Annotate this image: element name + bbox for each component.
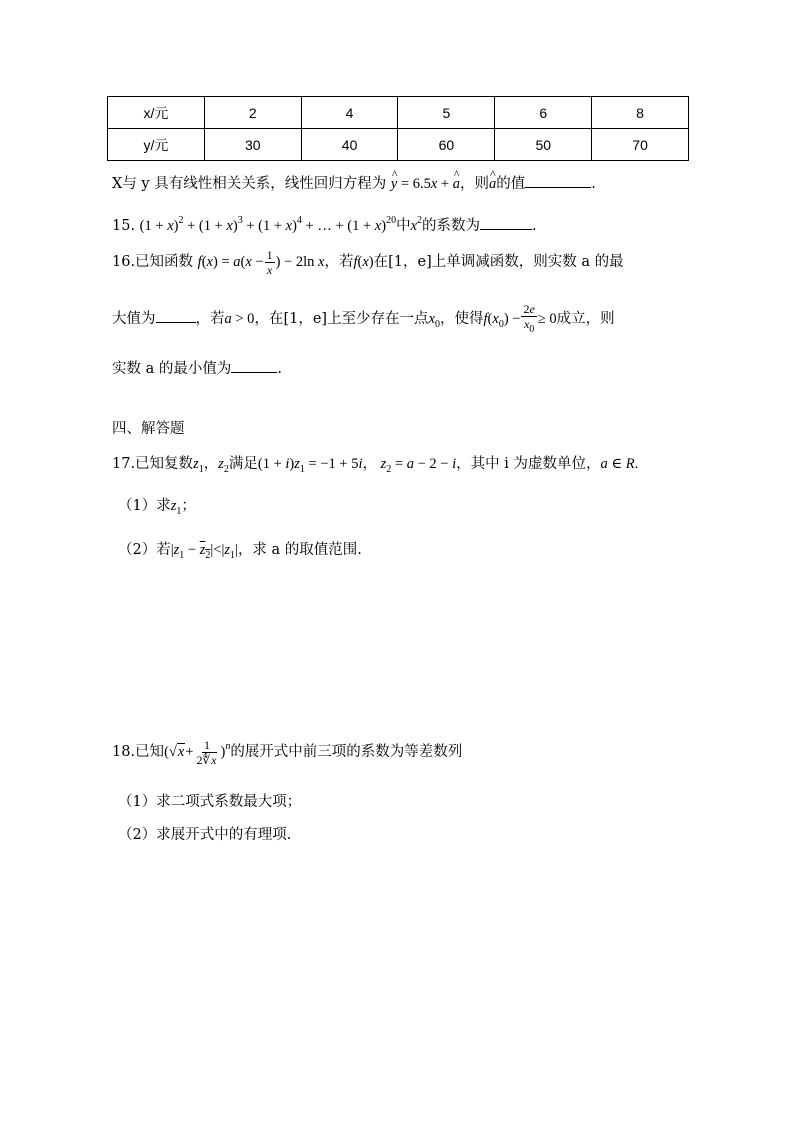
q16-condition: a > 0 xyxy=(224,310,255,327)
q18-binomial: (√x+ $\frac{1}{2∜x}$ )$^n$ xyxy=(164,738,231,767)
q14-line xyxy=(112,172,596,193)
q16-function: f(x) = a(x − $\frac{1}{x}$ ) − 2ln x xyxy=(197,248,325,277)
q15-series: $(1 + x)^2 + (1 + x)^3 + (1 + x)^4$ + … + $(1 + x)^{20}$ xyxy=(139,215,397,234)
answer-blank xyxy=(480,228,532,230)
q16-period: . xyxy=(277,361,282,377)
q16-text: ，在 xyxy=(254,310,284,327)
q16-text: ，若 xyxy=(324,253,354,270)
q18-text: 18.已知 xyxy=(112,743,165,760)
answer-blank xyxy=(231,371,277,373)
table-row xyxy=(108,97,689,129)
q18-text: 的展开式中前三项的系数为等差数列 xyxy=(230,743,463,760)
q16-text: 上单调减函数，则实数 a 的最 xyxy=(431,253,624,270)
table-cell: 60 xyxy=(398,129,495,161)
table-cell: 30 xyxy=(204,129,301,161)
q17-text: （1）求 xyxy=(118,498,171,514)
table-cell: 70 xyxy=(592,129,689,161)
q15-text: 的系数为 xyxy=(422,218,480,234)
q17-text: 满足 xyxy=(228,456,258,472)
q16-interval: [1，e] xyxy=(283,310,328,327)
q17-domain: a ∈ R. xyxy=(600,456,639,472)
q16-text: 上至少存在一点 xyxy=(327,310,429,327)
q16-text: ，若 xyxy=(195,310,225,327)
table-cell: 4 xyxy=(301,97,398,129)
q15-middle: 中 xyxy=(396,218,411,234)
q14-equation: ^ y = 6.5x + ^ a xyxy=(391,176,460,192)
q15-number: 15. xyxy=(112,218,136,234)
q16-x0: $x_0$ xyxy=(428,310,440,330)
q16-text: ，使得 xyxy=(440,310,484,327)
q17-equations: $(1 + i)z_1 = -1 + 5i$， $z_2 = a - 2 - i$ xyxy=(257,456,457,475)
q15-period: . xyxy=(532,218,537,234)
q17-text: ，其中 i 为虚数单位， xyxy=(456,456,601,472)
q16-text: 大值为 xyxy=(112,310,156,327)
q16-fx: f(x) xyxy=(353,253,374,270)
q17-z1: $z_1$ xyxy=(170,498,182,517)
table-cell: 5 xyxy=(398,97,495,129)
q16-text: 16.已知函数 xyxy=(112,253,194,270)
q17-text: ； xyxy=(181,498,196,514)
q18-line xyxy=(112,738,462,767)
q14-text-b: ，则 xyxy=(459,176,489,192)
q16-line-2 xyxy=(112,302,615,337)
q14-period: . xyxy=(591,176,596,192)
q17-text: ，求 a 的取值范围. xyxy=(237,542,362,558)
table-header-y: y/元 xyxy=(108,129,205,161)
table-cell: 6 xyxy=(495,97,592,129)
section-heading: 四、解答题 xyxy=(112,421,185,437)
table-cell: 50 xyxy=(495,129,592,161)
q17-part-1 xyxy=(118,494,196,517)
table-cell: 8 xyxy=(592,97,689,129)
q16-line-3 xyxy=(112,357,282,378)
answer-blank xyxy=(525,186,591,188)
q16-text: 在 xyxy=(373,253,389,270)
q15-line xyxy=(112,214,537,235)
q17-inequality: $|z_1 - z_2|<|z_1|$ xyxy=(170,542,238,561)
q17-vars: $z_1$，$z_2$ xyxy=(193,456,229,475)
table-row xyxy=(108,129,689,161)
q16-text: 成立，则 xyxy=(556,310,615,327)
q17-text: （2）若 xyxy=(118,542,171,558)
q16-inequality: $f(x_0)$ − $\frac{2e}{x_0}$ ≥ 0 xyxy=(483,302,557,335)
q16-text: 实数 a 的最小值为 xyxy=(112,361,232,377)
table-cell: 2 xyxy=(204,97,301,129)
data-table xyxy=(107,96,689,161)
q17-line xyxy=(112,452,638,475)
q16-line-1 xyxy=(112,248,624,277)
table-cell: 40 xyxy=(301,129,398,161)
q17-text: 17.已知复数 xyxy=(112,456,194,472)
q17-part-2 xyxy=(118,538,362,561)
q14-text-c: 的值 xyxy=(496,176,526,192)
q16-interval: [1，e] xyxy=(388,253,432,270)
q18-part-2: （2）求展开式中的有理项. xyxy=(118,827,292,843)
answer-blank xyxy=(156,321,196,323)
q18-part-1: （1）求二项式系数最大项； xyxy=(118,794,302,810)
q14-text-a: X与 y 具有线性相关关系，线性回归方程为 xyxy=(112,176,387,192)
q15-term: $x^2$ xyxy=(410,215,422,234)
q14-a-hat: ^ a xyxy=(489,176,496,193)
table-header-x: x/元 xyxy=(108,97,205,129)
